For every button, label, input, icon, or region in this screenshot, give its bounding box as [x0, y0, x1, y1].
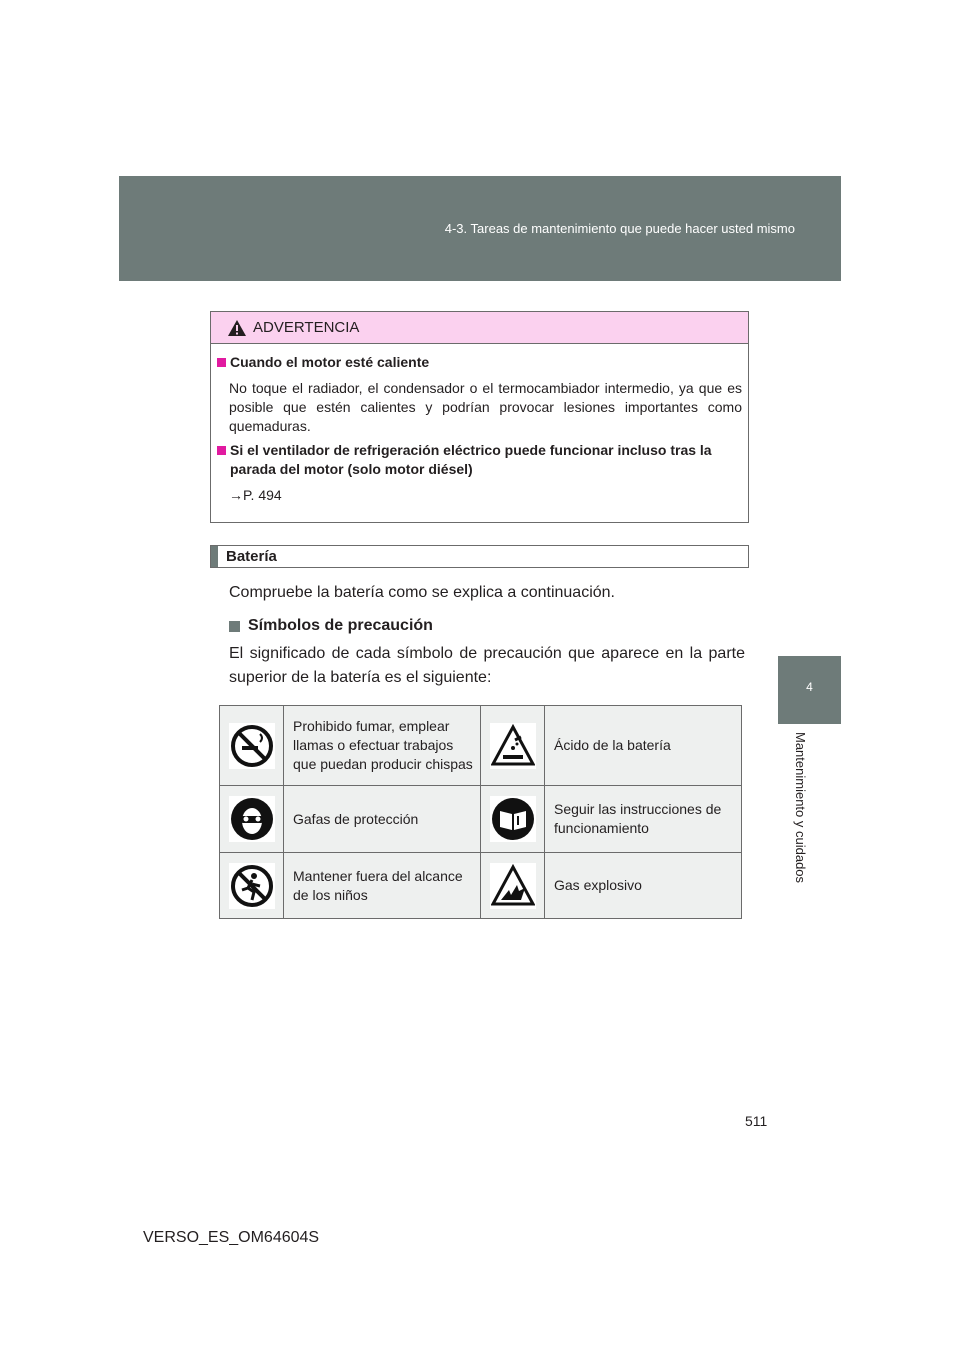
- symbol-text: Ácido de la batería: [545, 706, 742, 786]
- warning-text-1: No toque el radiador, el condensador o el termocambiador intermedio, ya que es posible que estén calientes y podrían provocar lesiones importantes como quemaduras.: [229, 380, 742, 434]
- symbol-text: Gafas de protección: [284, 786, 481, 853]
- warning-body: [211, 344, 748, 505]
- header-title: 4-3. Tareas de mantenimiento que puede hacer usted mismo: [444, 221, 795, 236]
- warning-item-heading: [217, 441, 742, 479]
- icon-cell: [220, 706, 284, 786]
- icon-cell: [481, 706, 545, 786]
- keep-away-children-icon: [229, 863, 275, 909]
- warning-triangle-icon: [227, 319, 247, 337]
- warning-header: [211, 312, 748, 344]
- symbol-text: Gas explosivo: [545, 853, 742, 919]
- bullet-square-icon: [229, 621, 240, 632]
- table-row: [220, 706, 742, 786]
- document-id: VERSO_ES_OM64604S: [143, 1229, 320, 1246]
- warning-box: [210, 311, 749, 523]
- symbols-table: [219, 705, 742, 919]
- icon-cell: [220, 786, 284, 853]
- table-row: [220, 853, 742, 919]
- read-manual-icon: [490, 796, 536, 842]
- icon-cell: [481, 853, 545, 919]
- icon-cell: [481, 786, 545, 853]
- chapter-number: 4: [806, 680, 813, 694]
- page-number: 511: [745, 1113, 768, 1129]
- page-header: [119, 176, 841, 281]
- icon-cell: [220, 853, 284, 919]
- eye-protection-icon: [229, 796, 275, 842]
- warning-heading-2: Si el ventilador de refrigeración eléctrico puede funcionar incluso tras la parada del motor (solo motor diésel): [230, 442, 712, 477]
- explosive-gas-icon: [490, 863, 536, 909]
- warning-title: ADVERTENCIA: [253, 319, 360, 336]
- bullet-square-icon: [217, 446, 226, 455]
- symbol-text: Seguir las instrucciones de funcionamiento: [545, 786, 742, 853]
- warning-heading-1: Cuando el motor esté caliente: [230, 354, 430, 370]
- section-title-bar: [210, 545, 749, 568]
- page-reference-link[interactable]: →P. 494: [229, 487, 282, 503]
- chapter-tab: [778, 656, 841, 724]
- chapter-label-wrap: [794, 732, 808, 902]
- section-intro: Compruebe la batería como se explica a continuación.: [229, 584, 615, 601]
- section-description: El significado de cada símbolo de precaución que aparece en la parte superior de la batería es el siguiente:: [229, 645, 745, 686]
- symbol-text: Mantener fuera del alcance de los niños: [284, 853, 481, 919]
- bullet-square-icon: [217, 358, 226, 367]
- battery-acid-icon: [490, 723, 536, 769]
- subheading: [229, 617, 433, 635]
- table-row: [220, 786, 742, 853]
- subheading-text: Símbolos de precaución: [248, 617, 433, 634]
- warning-item-heading: [217, 353, 742, 372]
- section-title: Batería: [226, 548, 277, 565]
- no-smoking-icon: [229, 723, 275, 769]
- symbol-text: Prohibido fumar, emplear llamas o efectuar trabajos que puedan producir chispas: [284, 706, 481, 786]
- chapter-label: Mantenimiento y cuidados: [793, 732, 808, 884]
- section-accent: [211, 546, 218, 567]
